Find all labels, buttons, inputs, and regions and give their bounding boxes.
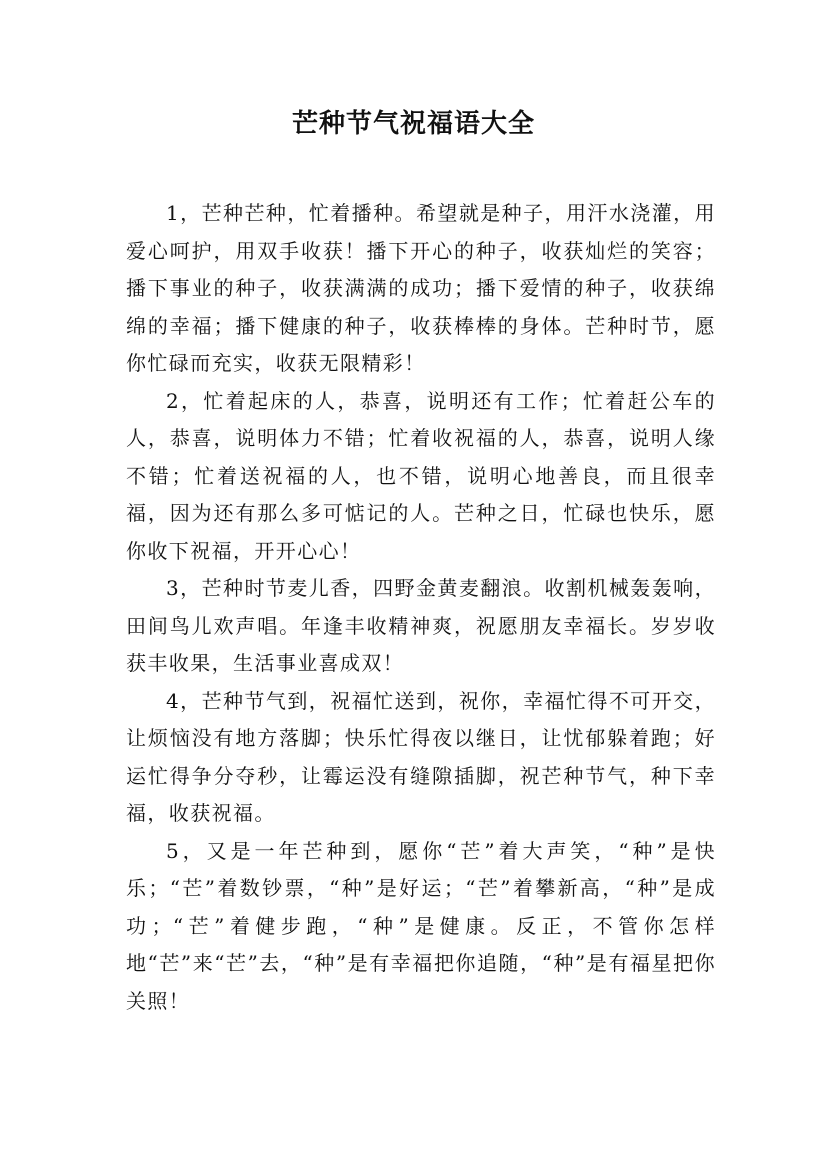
paragraph-3: 3，芒种时节麦儿香，四野金黄麦翻浪。收割机械轰轰响，田间鸟儿欢声唱。年逢丰收精神爽，祝愿朋友幸福长。岁岁收获丰收果，生活事业喜成双！ xyxy=(126,576,716,675)
document-title: 芒种节气祝福语大全 xyxy=(291,109,535,139)
paragraph-2: 2，忙着起床的人，恭喜，说明还有工作；忙着赶公车的人，恭喜，说明体力不错；忙着收祝福的人，恭喜，说明人缘不错；忙着送祝福的人，也不错，说明心地善良，而且很幸福，因为还有那么多可惦记的人。芒种之日，忙碌也快乐，愿你收下祝福，开开心心！ xyxy=(126,388,716,563)
paragraph-4: 4，芒种节气到，祝福忙送到，祝你，幸福忙得不可开交，让烦恼没有地方落脚；快乐忙得夜以继日，让忧郁躲着跑；好运忙得争分夺秒，让霉运没有缝隙插脚，祝芒种节气，种下幸福，收获祝福。 xyxy=(126,688,716,825)
document-body xyxy=(126,195,716,1020)
paragraph-5: 5，又是一年芒种到，愿你“芒”着大声笑，“种”是快乐；“芒”着数钞票，“种”是好运；“芒”着攀新高，“种”是成功；“芒”着健步跑，“种”是健康。反正，不管你怎样地“芒”来“芒”去，“种”是有幸福把你追随，“种”是有福星把你关照！ xyxy=(126,838,716,1013)
paragraph-1: 1，芒种芒种，忙着播种。希望就是种子，用汗水浇灌，用爱心呵护，用双手收获！播下开心的种子，收获灿烂的笑容；播下事业的种子，收获满满的成功；播下爱情的种子，收获绵绵的幸福；播下健康的种子，收获棒棒的身体。芒种时节，愿你忙碌而充实，收获无限精彩！ xyxy=(126,201,716,375)
